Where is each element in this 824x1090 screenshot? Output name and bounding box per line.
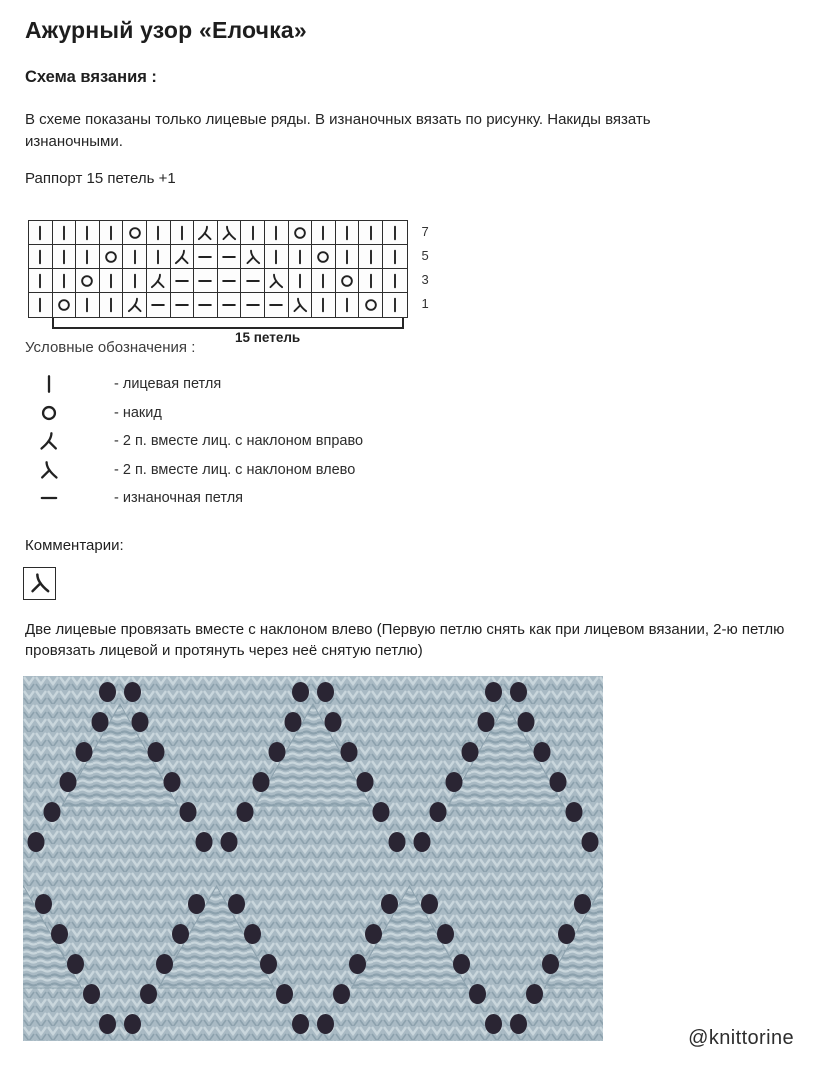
k2tog-left-icon (28, 571, 52, 595)
legend-item (36, 484, 824, 513)
knit-stitch-icon (31, 272, 49, 290)
chart-cell-k (147, 245, 171, 269)
knit-stitch-icon (38, 373, 60, 395)
chart-cell-yo (359, 293, 383, 317)
chart-cell-yo (53, 293, 77, 317)
legend-label: - накид (114, 404, 162, 421)
chart-cell-k (29, 293, 53, 317)
knit-stitch-icon (102, 296, 120, 314)
chart-cell-k (289, 245, 313, 269)
knit-stitch-icon (173, 224, 191, 242)
knit-stitch-icon (362, 272, 380, 290)
knit-stitch-icon (291, 248, 309, 266)
knit-stitch-icon (55, 224, 73, 242)
chart-cell-p (265, 293, 289, 317)
chart-cell-k (336, 293, 360, 317)
chart-cell-p (218, 269, 242, 293)
legend-symbol (36, 459, 62, 481)
chart-cell-k (76, 221, 100, 245)
chart-cell-k (359, 221, 383, 245)
yarn-over-icon (338, 272, 356, 290)
chart-cell-k (289, 269, 313, 293)
legend-label: - изнаночная петля (114, 490, 244, 507)
chart-cell-dec_r (123, 293, 147, 317)
k2tog-left-icon (267, 272, 285, 290)
yarn-over-icon (126, 224, 144, 242)
chart-cell-dec_l (289, 293, 313, 317)
knit-stitch-icon (314, 296, 332, 314)
purl-stitch-icon (173, 296, 191, 314)
purl-stitch-icon (220, 248, 238, 266)
legend-label: - 2 п. вместе лиц. с наклоном влево (114, 461, 356, 478)
chart-row (29, 245, 407, 269)
chart-cell-yo (312, 245, 336, 269)
chart-cell-k (171, 221, 195, 245)
purl-stitch-icon (244, 272, 262, 290)
knit-stitch-icon (267, 224, 285, 242)
yarn-over-icon (314, 248, 332, 266)
chart-cell-k (383, 221, 407, 245)
chart-cell-k (29, 221, 53, 245)
chart-cell-p (194, 269, 218, 293)
legend-heading: Условные обозначения : (25, 339, 196, 357)
chart-cell-dec_r (171, 245, 195, 269)
chart-cell-k (100, 269, 124, 293)
rapport-note: Раппорт 15 петель +1 (25, 170, 176, 188)
purl-stitch-icon (220, 272, 238, 290)
purl-stitch-icon (196, 272, 214, 290)
purl-stitch-icon (173, 272, 191, 290)
knit-stitch-icon (102, 272, 120, 290)
chart-cell-k (265, 245, 289, 269)
scheme-heading: Схема вязания : (25, 68, 157, 86)
k2tog-right-icon (126, 296, 144, 314)
knit-stitch-icon (126, 272, 144, 290)
knit-stitch-icon (149, 224, 167, 242)
knit-stitch-icon (244, 224, 262, 242)
chart-cell-p (147, 293, 171, 317)
chart-cell-k (100, 293, 124, 317)
knit-stitch-icon (149, 248, 167, 266)
legend-label: - лицевая петля (114, 376, 222, 393)
chart-cell-k (312, 221, 336, 245)
yarn-over-icon (102, 248, 120, 266)
chart-cell-p (171, 293, 195, 317)
k2tog-left-icon (291, 296, 309, 314)
purl-stitch-icon (220, 296, 238, 314)
k2tog-right-icon (38, 430, 60, 452)
knit-stitch-icon (78, 296, 96, 314)
comments-heading: Комментарии: (25, 536, 124, 554)
chart-cell-k (29, 269, 53, 293)
knit-stitch-icon (55, 272, 73, 290)
chart-cell-k (312, 293, 336, 317)
chart-cell-yo (100, 245, 124, 269)
purl-stitch-icon (244, 296, 262, 314)
legend-item (36, 370, 824, 399)
chart-row-number: 1 (421, 296, 429, 312)
purl-stitch-icon (38, 487, 60, 509)
chart-cell-p (194, 245, 218, 269)
chart-cell-yo (123, 221, 147, 245)
chart-cell-k (383, 269, 407, 293)
chart-row (29, 221, 407, 245)
page-title: Ажурный узор «Елочка» (25, 17, 307, 43)
knit-stitch-icon (31, 224, 49, 242)
chart-row-number: 7 (421, 224, 429, 240)
chart-cell-p (218, 245, 242, 269)
knit-stitch-icon (31, 296, 49, 314)
chart-cell-dec_r (147, 269, 171, 293)
comment-symbol-box (23, 567, 56, 600)
knitted-fabric-image (23, 676, 603, 1041)
chart-cell-k (336, 245, 360, 269)
chart-cell-k (312, 269, 336, 293)
chart-row-numbers (422, 220, 429, 318)
chart-cell-k (29, 245, 53, 269)
chart-cell-dec_l (265, 269, 289, 293)
legend-item (36, 456, 824, 485)
legend-item (36, 427, 824, 456)
legend-label: - 2 п. вместе лиц. с наклоном вправо (114, 433, 364, 450)
chart-cell-k (53, 269, 77, 293)
k2tog-left-icon (38, 459, 60, 481)
yarn-over-icon (362, 296, 380, 314)
chart-cell-dec_l (241, 245, 265, 269)
chart-cell-k (359, 269, 383, 293)
knit-stitch-icon (55, 248, 73, 266)
chart-cell-k (383, 293, 407, 317)
chart-cell-k (76, 245, 100, 269)
chart-cell-p (241, 293, 265, 317)
repeat-bracket (52, 318, 404, 329)
knit-stitch-icon (338, 296, 356, 314)
chart-cell-k (53, 245, 77, 269)
k2tog-right-icon (173, 248, 191, 266)
k2tog-left-icon (244, 248, 262, 266)
knit-stitch-icon (126, 248, 144, 266)
chart-cell-k (383, 245, 407, 269)
yarn-over-icon (38, 402, 60, 424)
knit-stitch-icon (78, 224, 96, 242)
yarn-over-icon (78, 272, 96, 290)
chart-cell-k (359, 245, 383, 269)
chart-cell-k (265, 221, 289, 245)
legend-item (36, 399, 824, 428)
knit-stitch-icon (386, 224, 404, 242)
chart-cell-yo (289, 221, 313, 245)
chart-cell-k (100, 221, 124, 245)
knitting-chart (28, 220, 429, 345)
credit-handle: @knittorine (688, 1027, 794, 1049)
knit-stitch-icon (362, 248, 380, 266)
knit-stitch-icon (338, 248, 356, 266)
knit-stitch-icon (31, 248, 49, 266)
purl-stitch-icon (267, 296, 285, 314)
knit-stitch-icon (102, 224, 120, 242)
chart-row-number: 3 (421, 272, 429, 288)
chart-row (29, 293, 407, 317)
knit-stitch-icon (338, 224, 356, 242)
chart-cell-k (123, 245, 147, 269)
chart-cell-p (241, 269, 265, 293)
chart-cell-k (76, 293, 100, 317)
repeat-bracket-label: 15 петель (234, 330, 301, 346)
legend-symbol (36, 487, 62, 509)
chart-body (28, 220, 429, 318)
scheme-description: В схеме показаны только лицевые ряды. В изнаночных вязать по рисунку. Накиды вязать изнаночными. (25, 111, 651, 151)
legend-symbol (36, 402, 62, 424)
purl-stitch-icon (149, 296, 167, 314)
knit-stitch-icon (314, 224, 332, 242)
chart-row (29, 269, 407, 293)
chart-row-number: 5 (421, 248, 429, 264)
k2tog-left-icon (220, 224, 238, 242)
k2tog-right-icon (196, 224, 214, 242)
chart-cell-k (123, 269, 147, 293)
chart-cell-k (147, 221, 171, 245)
chart-cell-p (194, 293, 218, 317)
chart-cell-p (171, 269, 195, 293)
purl-stitch-icon (196, 296, 214, 314)
legend-symbol (36, 430, 62, 452)
knit-stitch-icon (78, 248, 96, 266)
knitted-fabric-photo (23, 676, 603, 1041)
knit-stitch-icon (386, 248, 404, 266)
chart-cell-dec_r (194, 221, 218, 245)
knit-stitch-icon (314, 272, 332, 290)
chart-cell-yo (76, 269, 100, 293)
purl-stitch-icon (196, 248, 214, 266)
chart-cell-dec_l (218, 221, 242, 245)
legend-symbol (36, 373, 62, 395)
knit-stitch-icon (362, 224, 380, 242)
legend-list (36, 370, 824, 513)
k2tog-right-icon (149, 272, 167, 290)
knit-stitch-icon (386, 272, 404, 290)
yarn-over-icon (55, 296, 73, 314)
knit-stitch-icon (267, 248, 285, 266)
chart-grid (28, 220, 408, 318)
chart-cell-k (241, 221, 265, 245)
comment-text: Две лицевые провязать вместе с наклоном влево (Первую петлю снять как при лицевом вязании, 2-ю петлю провязать лицевой и протянуть через неё снятую петлю) (25, 620, 785, 660)
knit-stitch-icon (386, 296, 404, 314)
chart-cell-p (218, 293, 242, 317)
chart-cell-k (53, 221, 77, 245)
yarn-over-icon (291, 224, 309, 242)
knit-stitch-icon (291, 272, 309, 290)
chart-cell-k (336, 221, 360, 245)
chart-cell-yo (336, 269, 360, 293)
